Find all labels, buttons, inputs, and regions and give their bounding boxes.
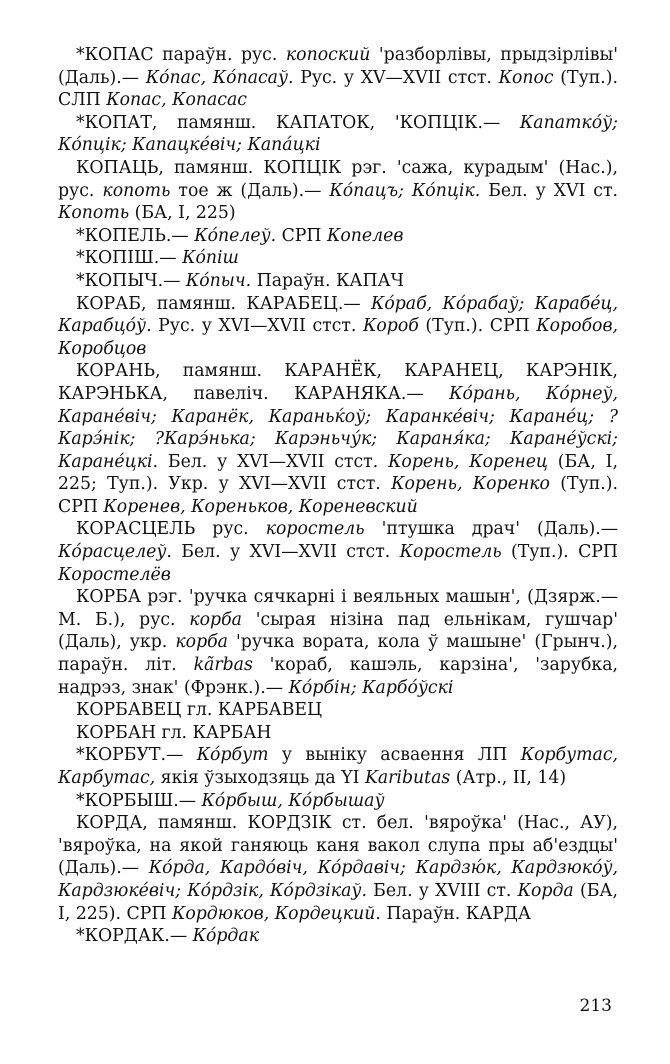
italic-form: Kaributas xyxy=(364,768,451,788)
italic-form: Коренев, Кореньков, Кореневский xyxy=(103,496,418,517)
gloss-text: 'кораб, кашэль, карзіна', 'зарубка, надрэз, знак' (Фрэнк.).— xyxy=(58,655,618,698)
italic-form: Короб xyxy=(363,316,419,337)
headword: *КОРДАК.— xyxy=(76,926,193,947)
italic-form: kãrbas xyxy=(193,655,253,676)
italic-form: Корень, Коренко xyxy=(391,474,550,495)
italic-form: копоский xyxy=(285,45,371,65)
italic-form: корба xyxy=(175,632,228,653)
gloss-text: Параўн. КАРДА xyxy=(380,903,532,924)
italic-form: Капатко́ў; Ко́пцік; Капацке́віч; Капа́цкі xyxy=(58,112,618,156)
italic-form: копоть xyxy=(102,180,171,201)
italic-form: Ко́пацъ; Ко́пцік. xyxy=(329,180,481,201)
italic-form: Корда xyxy=(517,880,574,901)
headword: КОРБАН гл. КАРБАН xyxy=(76,722,272,743)
headword: КОРДА, памянш. КОРДЗІК ст. бел. 'вяроўка' (Нас., АУ), 'вяроўка, на якой ганяюць каня вакол слупа пры аб'ездцы' (Даль).— xyxy=(58,813,618,879)
italic-form: коростель xyxy=(265,519,365,540)
headword: *КОПІШ.— xyxy=(76,248,183,269)
headword: *КОПЫЧ.— xyxy=(76,270,186,291)
italic-form: Ко́раб, Ко́рабаў; Карабе́ц, Карабцо́ў. xyxy=(58,293,618,337)
headword: *КОПАС xyxy=(76,45,154,65)
italic-form: Копелев xyxy=(327,225,404,246)
italic-form: Ко́пыч. xyxy=(185,270,252,291)
italic-form: Ко́рбыш, Ко́рбышаў xyxy=(201,790,385,811)
entry-korda xyxy=(58,812,618,925)
entry-kordak xyxy=(58,925,618,948)
entry-kopych xyxy=(58,270,618,293)
entry-korastsel xyxy=(58,518,618,586)
headword: *КОПЕЛЬ.— xyxy=(76,225,195,246)
entry-korbavets xyxy=(58,699,618,722)
headword: КОРБА рэг. 'ручка сячкарні і веяльных машын', (Дзярж.— М. Б.), рус. xyxy=(58,587,618,630)
headword: КОРБАВЕЦ гл. КАРБАВЕЦ xyxy=(76,700,323,721)
gloss-text: (Туп.). СРП xyxy=(58,474,618,517)
gloss-text: (Туп.). СЛП xyxy=(58,67,618,111)
headword: КОРАНЬ, памянш. КАРАНЁК, КАРАНЕЦ, КАРЭНІК, КАРЭНЬКА, павеліч. КАРАНЯКА.— xyxy=(58,361,618,404)
italic-form: Копоть xyxy=(58,203,130,224)
italic-form: Кордюков, Кордецкий. xyxy=(171,903,381,924)
italic-form: Ко́рбін; Карбо́ўскі xyxy=(288,677,454,698)
italic-form: Ко́рда, Кардо́віч, Ко́рдавіч; Кардзю́к, Кардзюко́ў, Кардзюке́віч; Ко́рдзік, Ко́рдзікаў. xyxy=(58,858,618,901)
gloss-text: якія ўзыходзяць да YI xyxy=(155,768,365,788)
italic-form: Ко́піш xyxy=(182,248,239,269)
entry-kopish xyxy=(58,247,618,270)
italic-form: Корень, Коренец xyxy=(388,451,548,472)
italic-form: Ко́пелеў. xyxy=(194,225,277,246)
gloss-text: (Атр., II, 14) xyxy=(450,768,567,788)
entry-kopel xyxy=(58,225,618,248)
gloss-text: (Туп.). СРП xyxy=(501,542,618,563)
gloss-text: Параўн. КАПАЧ xyxy=(251,270,405,291)
italic-form: Корбутас, Карбутас, xyxy=(58,745,618,788)
gloss-text: у выніку асваення ЛП xyxy=(268,745,521,766)
gloss-text: Бел. у XVI—XVII стст. xyxy=(171,542,400,563)
italic-form: Копос xyxy=(498,67,554,88)
entry-korbysh xyxy=(58,790,618,813)
headword: КОРАСЦЕЛЬ рус. xyxy=(76,519,266,540)
entry-kopat xyxy=(58,112,618,157)
headword: *КОПАТ, памянш. КАПАТОК, 'КОПЦІК.— xyxy=(76,112,520,133)
italic-form: Копас, Копасас xyxy=(106,90,247,111)
dictionary-page xyxy=(58,44,618,948)
headword: *КОРБУТ.— xyxy=(76,745,197,766)
gloss-text: Бел. у XVI—XVII стст. xyxy=(158,451,389,472)
gloss-text: 'птушка драч' (Даль).— xyxy=(364,519,619,540)
page-number: 213 xyxy=(579,996,612,1016)
gloss-text: 'сырая нізіна пад ельнікам, гушчар' (Даль), укр. xyxy=(58,609,618,653)
gloss-text: (БА, I, 225) xyxy=(129,203,236,224)
gloss-text: 'ручка вората, кола ў машыне' (Грынч.), параўн. літ. xyxy=(58,632,619,676)
gloss-text: (БА, I, 225; Туп.). Укр. у XVI—XVII стст. xyxy=(58,451,618,495)
entry-kopats xyxy=(58,157,618,225)
headword: КОПАЦЬ, памянш. КОПЦІК рэг. 'сажа, курадым' (Нас.), рус. xyxy=(58,157,618,201)
gloss-text: Бел. у XVI ст. xyxy=(480,180,618,201)
italic-form: Ко́рань, Ко́рнеў, Каране́віч; Каранёк, Караньќоў; Каранке́віч; Каране́ц; ?Карэ́нік; ?Карэ́нька; Карэньчу́к; Караня́ка; Каране́ўскі; Каране́цкі. xyxy=(58,383,618,472)
headword: КОРАБ, памянш. КАРАБЕЦ.— xyxy=(76,293,371,314)
italic-form: Ко́рдак xyxy=(192,926,260,947)
gloss-text: СРП xyxy=(276,225,328,246)
gloss-text: Рус. у XVI—XVII стст. xyxy=(151,316,364,337)
gloss-text: Рус. у XV—XVII стст. xyxy=(293,67,499,88)
headword: *КОРБЫШ.— xyxy=(76,790,202,811)
entry-korab xyxy=(58,293,618,361)
entry-koran xyxy=(58,360,618,518)
gloss-text: тое ж (Даль).— xyxy=(170,180,330,201)
gloss-text: параўн. рус. xyxy=(153,45,286,65)
gloss-text: Бел. у XVIII ст. xyxy=(366,880,518,901)
italic-form: Ко́расцелеў. xyxy=(58,542,172,563)
entry-kopas xyxy=(58,44,618,112)
italic-form: корба xyxy=(189,609,242,630)
gloss-text: (Туп.). СРП xyxy=(418,316,537,337)
italic-form: Ко́рбут xyxy=(196,745,269,766)
italic-form: Ко́пас, Ко́пасаў. xyxy=(145,67,294,88)
entry-korbut xyxy=(58,744,618,789)
italic-form: Коростелёв xyxy=(58,564,171,585)
entry-korba xyxy=(58,586,618,699)
gloss-text: (БА, I, 225). СРП xyxy=(58,880,618,924)
entry-korban xyxy=(58,722,618,745)
italic-form: Коробов, Коробцов xyxy=(58,316,618,359)
gloss-text: 'разборлівы, прыдзірлівы' (Даль).— xyxy=(58,45,619,88)
italic-form: Коростель xyxy=(399,542,502,563)
